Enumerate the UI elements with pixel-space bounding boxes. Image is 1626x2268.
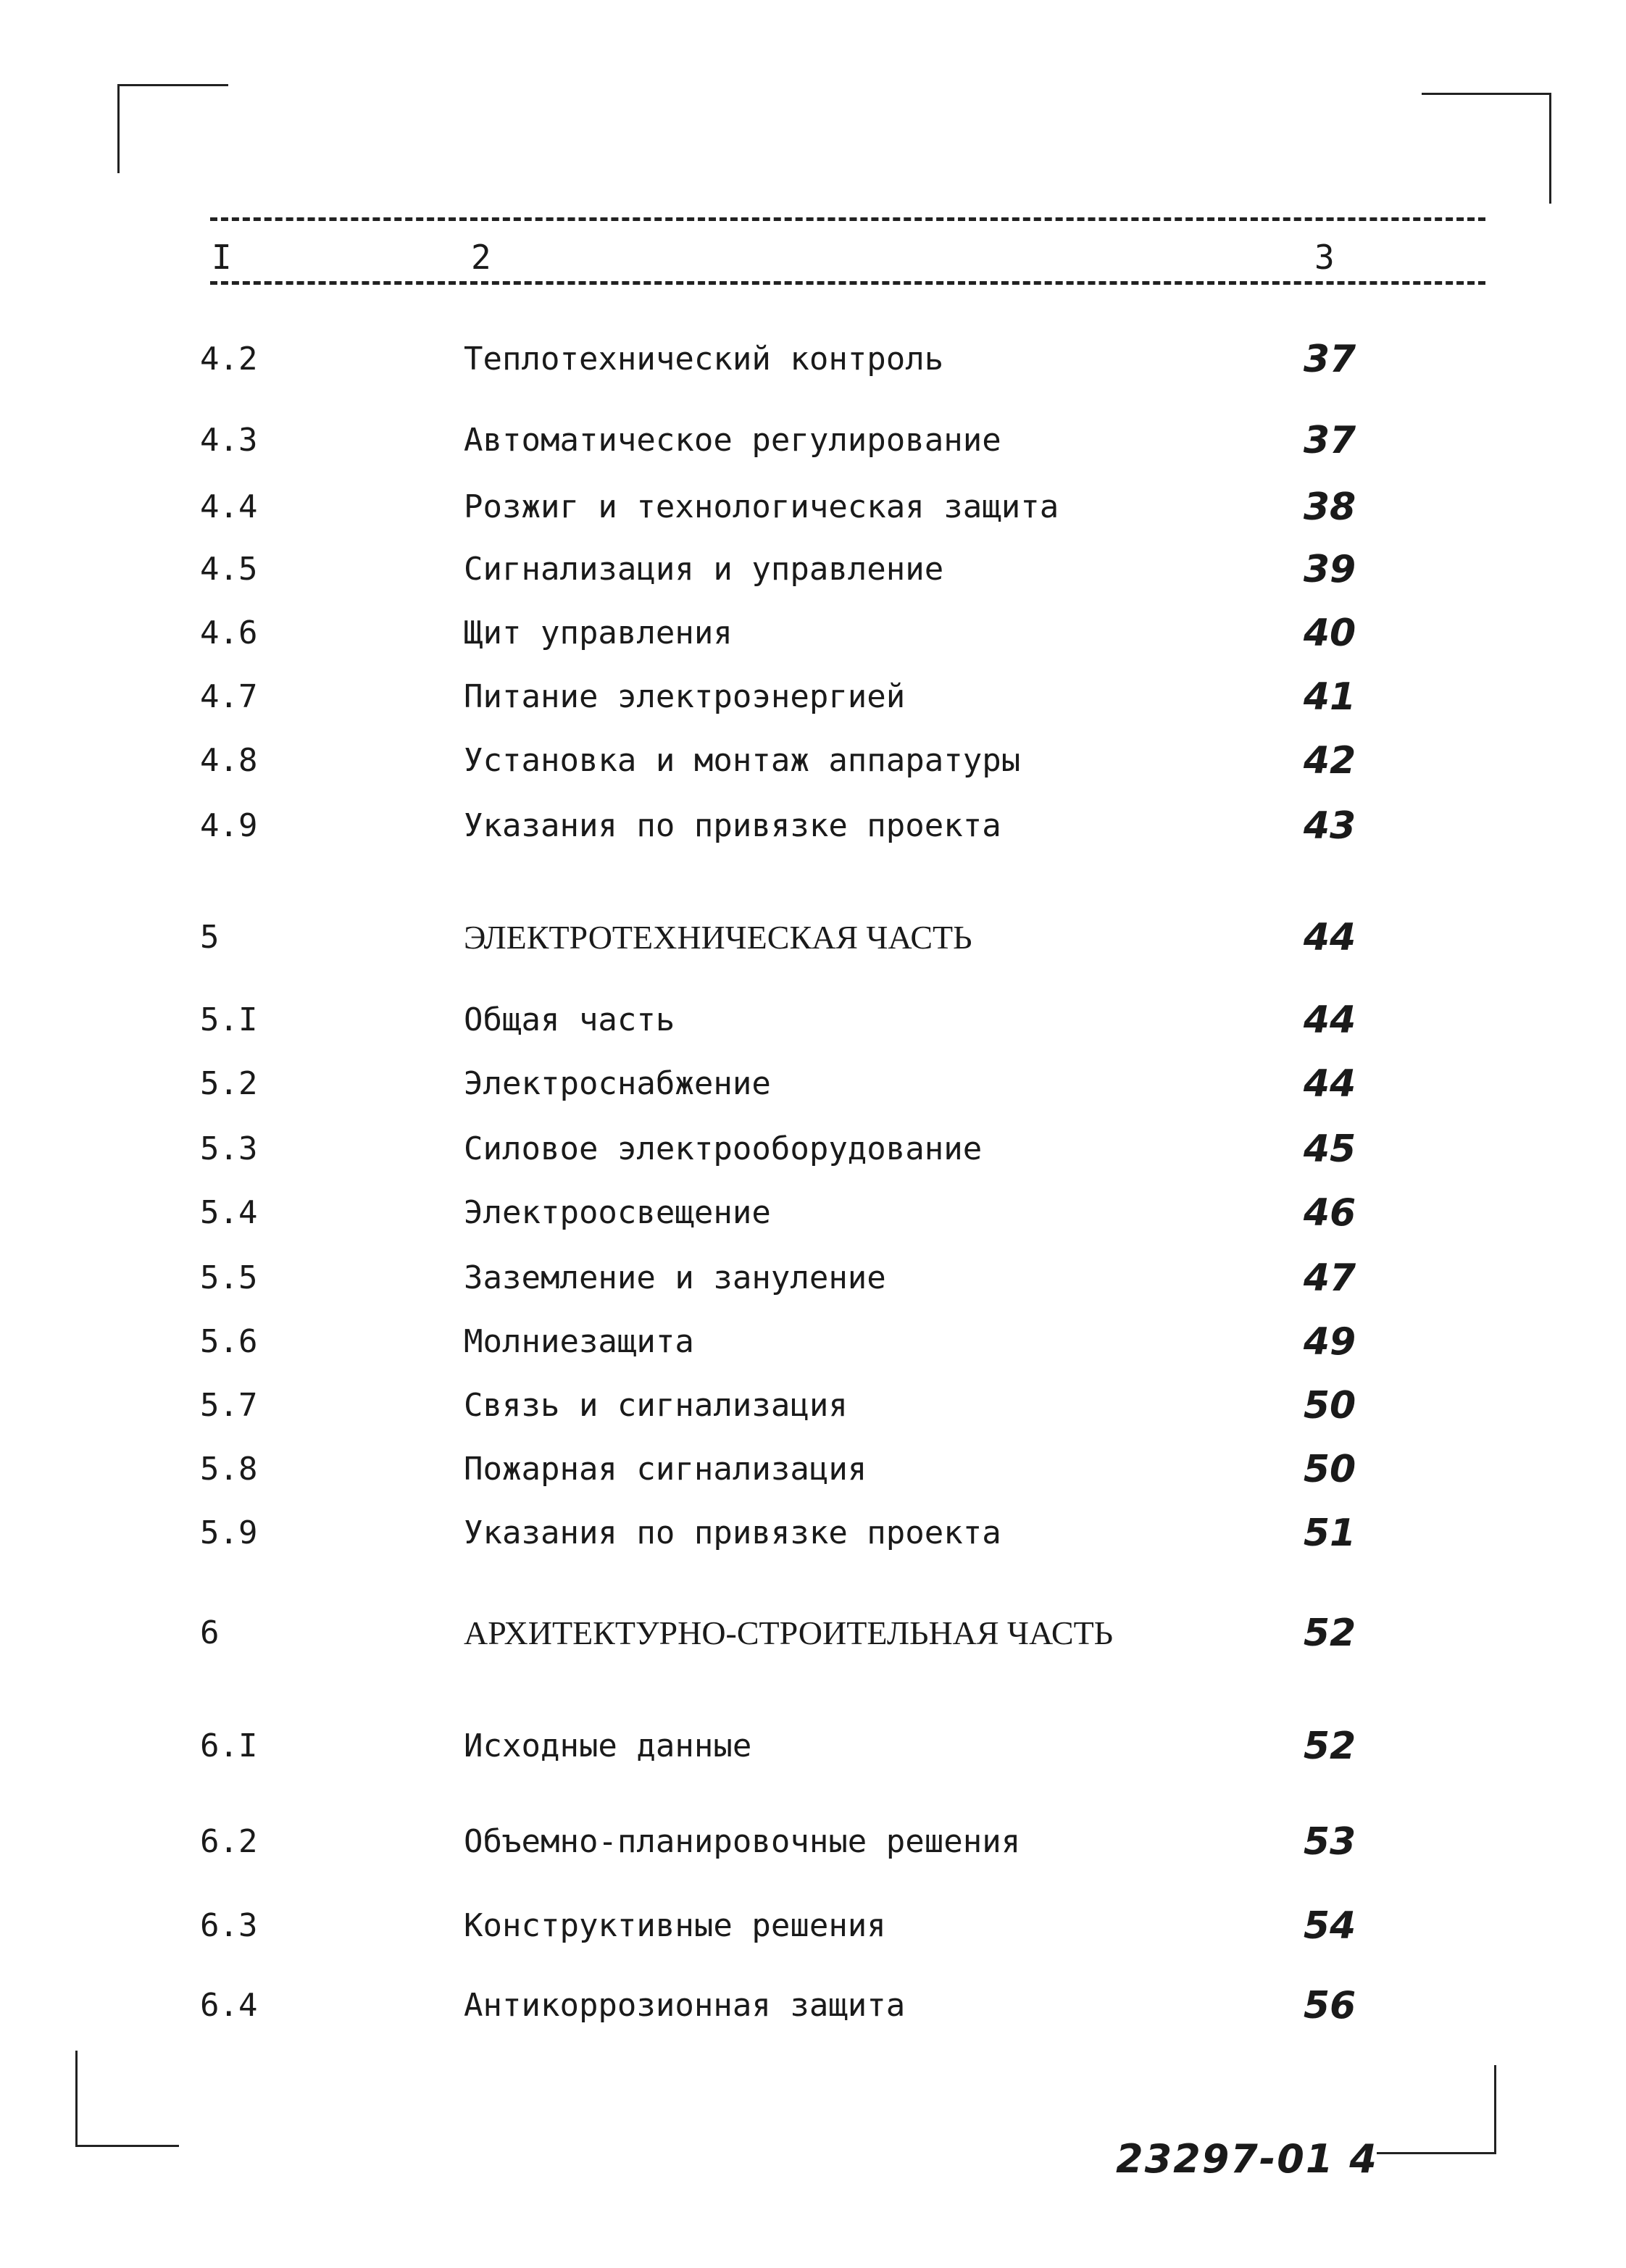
item-number: 5.8 bbox=[200, 1451, 258, 1488]
document-number: 23297-01 4 bbox=[1116, 2136, 1378, 2182]
item-title: Электроснабжение bbox=[464, 1065, 771, 1102]
item-number: 6.4 bbox=[200, 1987, 258, 2024]
item-page: 39 bbox=[1303, 548, 1356, 591]
list-item bbox=[0, 675, 1626, 719]
item-title: Указания по привязке проекта bbox=[464, 1514, 1001, 1551]
list-item bbox=[0, 1320, 1626, 1364]
item-page: 37 bbox=[1303, 338, 1356, 381]
item-page: 44 bbox=[1303, 998, 1356, 1042]
frame-corner-top-right bbox=[1422, 93, 1551, 204]
item-page: 50 bbox=[1303, 1384, 1356, 1427]
list-item bbox=[0, 612, 1626, 655]
item-page: 47 bbox=[1303, 1256, 1356, 1300]
item-page: 42 bbox=[1303, 739, 1356, 783]
list-item bbox=[0, 1984, 1626, 2027]
item-page: 38 bbox=[1303, 485, 1356, 529]
item-title: Силовое электрооборудование bbox=[464, 1130, 983, 1167]
item-number: 5.2 bbox=[200, 1065, 258, 1102]
item-page: 49 bbox=[1303, 1320, 1356, 1364]
list-item bbox=[0, 1725, 1626, 1768]
item-number: 4.8 bbox=[200, 742, 258, 779]
item-number: 5.I bbox=[200, 1001, 258, 1038]
item-title: Сигнализация и управление bbox=[464, 551, 944, 588]
item-title: Автоматическое регулирование bbox=[464, 422, 1001, 459]
item-page: 51 bbox=[1303, 1512, 1356, 1555]
frame-corner-bottom-right bbox=[1377, 2065, 1496, 2154]
item-title: Питание электроэнергией bbox=[464, 678, 906, 715]
item-number: 5 bbox=[200, 919, 220, 956]
list-item bbox=[0, 1448, 1626, 1491]
item-page: 41 bbox=[1303, 675, 1356, 719]
list-item bbox=[0, 1256, 1626, 1300]
item-title: Конструктивные решения bbox=[464, 1907, 886, 1944]
item-page: 52 bbox=[1303, 1725, 1356, 1768]
item-number: 5.4 bbox=[200, 1194, 258, 1231]
item-title: ЭЛЕКТРОТЕХНИЧЕСКАЯ ЧАСТЬ bbox=[464, 919, 972, 956]
list-item bbox=[0, 739, 1626, 783]
section-heading bbox=[0, 1612, 1626, 1655]
item-title: Щит управления bbox=[464, 614, 733, 651]
item-title: Объемно-планировочные решения bbox=[464, 1823, 1021, 1860]
item-number: 5.5 bbox=[200, 1259, 258, 1296]
list-item bbox=[0, 1512, 1626, 1555]
item-title: Заземление и зануление bbox=[464, 1259, 886, 1296]
item-number: 4.5 bbox=[200, 551, 258, 588]
item-number: 6 bbox=[200, 1614, 220, 1651]
item-title: Установка и монтаж аппаратуры bbox=[464, 742, 1021, 779]
item-title: Указания по привязке проекта bbox=[464, 807, 1001, 844]
item-number: 6.I bbox=[200, 1727, 258, 1764]
header-top-rule bbox=[210, 217, 1485, 221]
list-item bbox=[0, 1384, 1626, 1427]
item-number: 6.2 bbox=[200, 1823, 258, 1860]
item-page: 40 bbox=[1303, 612, 1356, 655]
list-item bbox=[0, 419, 1626, 462]
list-item bbox=[0, 548, 1626, 591]
item-page: 45 bbox=[1303, 1127, 1356, 1171]
header-col-page: 3 bbox=[1314, 238, 1335, 277]
item-title: Пожарная сигнализация bbox=[464, 1451, 867, 1488]
item-number: 5.7 bbox=[200, 1387, 258, 1424]
item-title: АРХИТЕКТУРНО-СТРОИТЕЛЬНАЯ ЧАСТЬ bbox=[464, 1614, 1114, 1651]
item-title: Теплотехнический контроль bbox=[464, 341, 944, 378]
list-item bbox=[0, 1820, 1626, 1864]
list-item bbox=[0, 338, 1626, 381]
item-number: 4.7 bbox=[200, 678, 258, 715]
item-title: Исходные данные bbox=[464, 1727, 752, 1764]
item-page: 52 bbox=[1303, 1612, 1356, 1655]
item-number: 5.3 bbox=[200, 1130, 258, 1167]
item-title: Общая часть bbox=[464, 1001, 675, 1038]
item-number: 5.6 bbox=[200, 1323, 258, 1360]
list-item bbox=[0, 1127, 1626, 1171]
item-number: 4.9 bbox=[200, 807, 258, 844]
header-bottom-rule bbox=[210, 281, 1485, 285]
item-page: 37 bbox=[1303, 419, 1356, 462]
list-item bbox=[0, 1904, 1626, 1948]
item-number: 6.3 bbox=[200, 1907, 258, 1944]
list-item bbox=[0, 804, 1626, 848]
item-page: 56 bbox=[1303, 1984, 1356, 2027]
item-page: 54 bbox=[1303, 1904, 1356, 1948]
item-number: 4.2 bbox=[200, 341, 258, 378]
item-title: Антикоррозионная защита bbox=[464, 1987, 906, 2024]
section-heading bbox=[0, 916, 1626, 959]
item-page: 43 bbox=[1303, 804, 1356, 848]
list-item bbox=[0, 485, 1626, 529]
frame-corner-bottom-left bbox=[75, 2051, 179, 2147]
item-title: Электроосвещение bbox=[464, 1194, 771, 1231]
header-col-title: 2 bbox=[471, 238, 491, 277]
header-col-number: I bbox=[212, 238, 232, 277]
item-page: 53 bbox=[1303, 1820, 1356, 1864]
item-page: 46 bbox=[1303, 1191, 1356, 1235]
item-number: 4.6 bbox=[200, 614, 258, 651]
list-item bbox=[0, 998, 1626, 1042]
item-page: 50 bbox=[1303, 1448, 1356, 1491]
list-item bbox=[0, 1062, 1626, 1106]
list-item bbox=[0, 1191, 1626, 1235]
item-number: 5.9 bbox=[200, 1514, 258, 1551]
item-number: 4.4 bbox=[200, 488, 258, 525]
item-page: 44 bbox=[1303, 916, 1356, 959]
item-title: Розжиг и технологическая защита bbox=[464, 488, 1059, 525]
item-number: 4.3 bbox=[200, 422, 258, 459]
item-title: Связь и сигнализация bbox=[464, 1387, 848, 1424]
item-title: Молниезащита bbox=[464, 1323, 694, 1360]
frame-corner-top-left bbox=[117, 84, 228, 173]
item-page: 44 bbox=[1303, 1062, 1356, 1106]
